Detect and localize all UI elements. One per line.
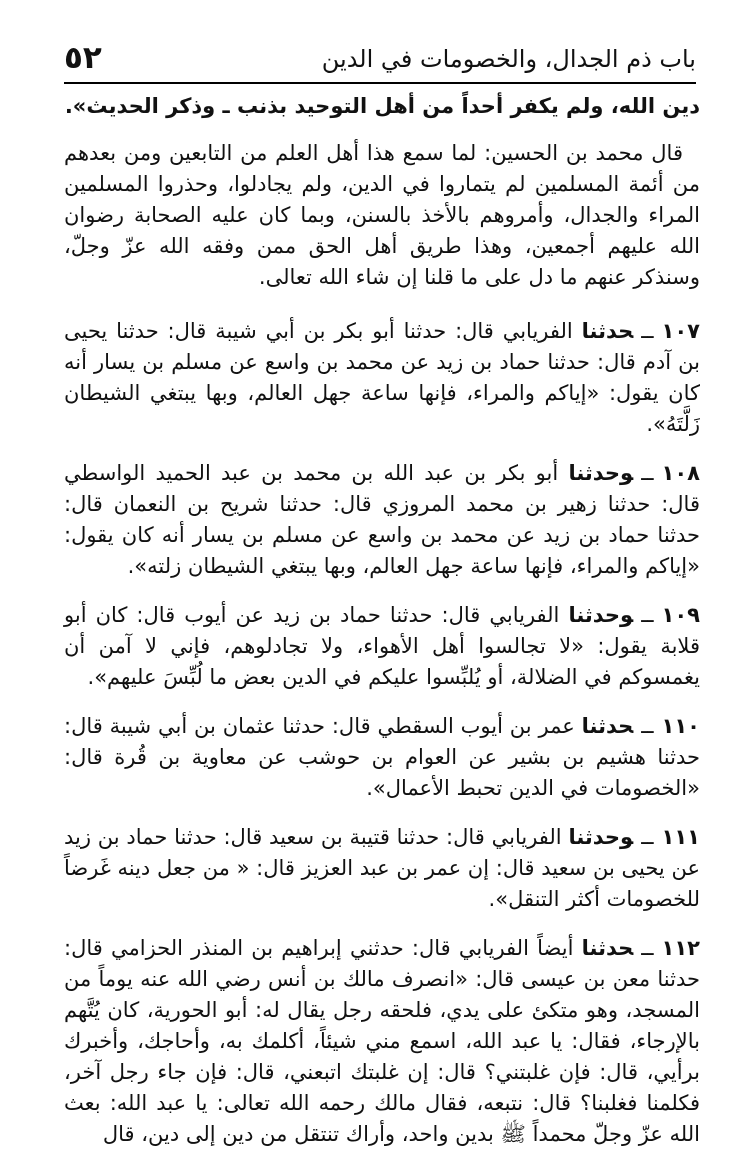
hadith-number-112: ١١٢	[661, 936, 700, 960]
hadith-lead-109: وحدثنا	[568, 603, 634, 627]
hadith-107	[64, 316, 700, 440]
page-number: ٥٢	[64, 40, 102, 76]
hadith-108	[64, 458, 700, 582]
hadith-lead-111: وحدثنا	[568, 825, 634, 849]
hadith-text-111: الفريابي قال: حدثنا قتيبة بن سعيد قال: حدثنا حماد بن زيد عن يحيى بن سعيد قال: إن عمر بن عبد العزيز قال: « من جعل دينه غَرضاً للخصومات أكثر التنقل».	[64, 825, 700, 911]
hadith-number-110: ١١٠	[661, 714, 700, 738]
hadith-number-108: ١٠٨	[661, 461, 700, 485]
header-divider	[64, 82, 696, 84]
running-title: باب ذم الجدال، والخصومات في الدين	[321, 45, 696, 73]
hadith-number-107: ١٠٧	[661, 319, 700, 343]
hadith-dash: ــ	[641, 319, 654, 343]
hadith-dash: ــ	[641, 714, 654, 738]
page-content	[64, 91, 700, 1146]
hadith-111	[64, 822, 700, 915]
hadith-number-111: ١١١	[661, 825, 700, 849]
hadith-112	[64, 933, 700, 1150]
hadith-text-109: الفريابي قال: حدثنا حماد بن زيد عن أيوب قال: كان أبو قلابة يقول: «لا تجالسوا أهل الأهواء، ولا تجادلوهم، فإني لا آمن أن يغمسوكم في الضلالة، أو يُلبِّسوا عليكم في الدين بعض ما لُبِّسَ عليهم».	[64, 603, 700, 689]
hadith-text-110: عمر بن أيوب السقطي قال: حدثنا عثمان بن أبي شيبة قال: حدثنا هشيم بن بشير عن العوام بن حوشب عن معاوية بن قُرة قال: «الخصومات في الدين تحبط الأعمال».	[64, 714, 700, 800]
hadith-number-109: ١٠٩	[661, 603, 700, 627]
hadith-text-112: أيضاً الفريابي قال: حدثني إبراهيم بن المنذر الحزامي قال: حدثنا معن بن عيسى قال: «انصرف مالك بن أنس رضي الله عنه يوماً من المسجد، وهو متكئ على يدي، فلحقه رجل يقال له: أبو الحورية، كان يُتَّهم بالإرجاء، فقال: يا عبد الله، اسمع مني شيئاً، أكلمك به، وأحاجك، وأخبرك برأيي، قال: فإن غلبتني؟ قال: إن غلبتك اتبعني، قال: فإن جاء رجل آخر، فكلمنا فغلبنا؟ قال: نتبعه، فقال مالك رحمه الله تعالى: يا عبد الله: بعث الله عزّ وجلّ محمداً ﷺ بدين واحد، وأراك تنتقل من دين إلى دين، قال	[64, 936, 700, 1146]
hadith-dash: ــ	[641, 461, 654, 485]
hadith-lead-110: حدثنا	[581, 714, 634, 738]
hadith-lead-112: حدثنا	[581, 936, 634, 960]
hadith-lead-108: وحدثنا	[568, 461, 634, 485]
hadith-dash: ــ	[641, 603, 654, 627]
hadith-dash: ــ	[641, 936, 654, 960]
hadith-dash: ــ	[641, 825, 654, 849]
page-header	[64, 34, 696, 84]
hadith-109	[64, 600, 700, 693]
opening-paragraph: دين الله، ولم يكفر أحداً من أهل التوحيد بذنب ـ وذكر الحديث».	[64, 94, 700, 118]
hadith-110	[64, 711, 700, 804]
intro-paragraph: قال محمد بن الحسين: لما سمع هذا أهل العلم من التابعين ومن بعدهم من أئمة المسلمين لم يتماروا في الدين، ولم يجادلوا، وحذروا المسلمين المراء والجدال، وأمروهم بالأخذ بالسنن، وبما كان عليه الصحابة رضوان الله عليهم أجمعين، وهذا طريق أهل الحق ممن وفقه الله عزّ وجلّ، وسنذكر عنهم ما دل على ما قلنا إن شاء الله تعالى.	[64, 141, 700, 289]
hadith-text-108: أبو بكر بن عبد الله بن محمد بن عبد الحميد الواسطي قال: حدثنا زهير بن محمد المروزي قال: حدثنا شريح بن النعمان قال: حدثنا حماد بن زيد عن محمد بن واسع عن مسلم بن يسار أنه كان يقول: «إياكم والمراء، فإنها ساعة جهل العالم، وبها يبتغي الشيطان زلته».	[64, 461, 700, 578]
hadith-lead-107: حدثنا	[581, 319, 634, 343]
hadith-text-107: الفريابي قال: حدثنا أبو بكر بن أبي شيبة قال: حدثنا يحيى بن آدم قال: حدثنا حماد بن زيد عن محمد بن واسع عن مسلم بن يسار أنه كان يقول: «إياكم والمراء، فإنها ساعة جهل العالم، وبها يبتغي الشيطان زَلَّتَهُ».	[64, 319, 700, 436]
